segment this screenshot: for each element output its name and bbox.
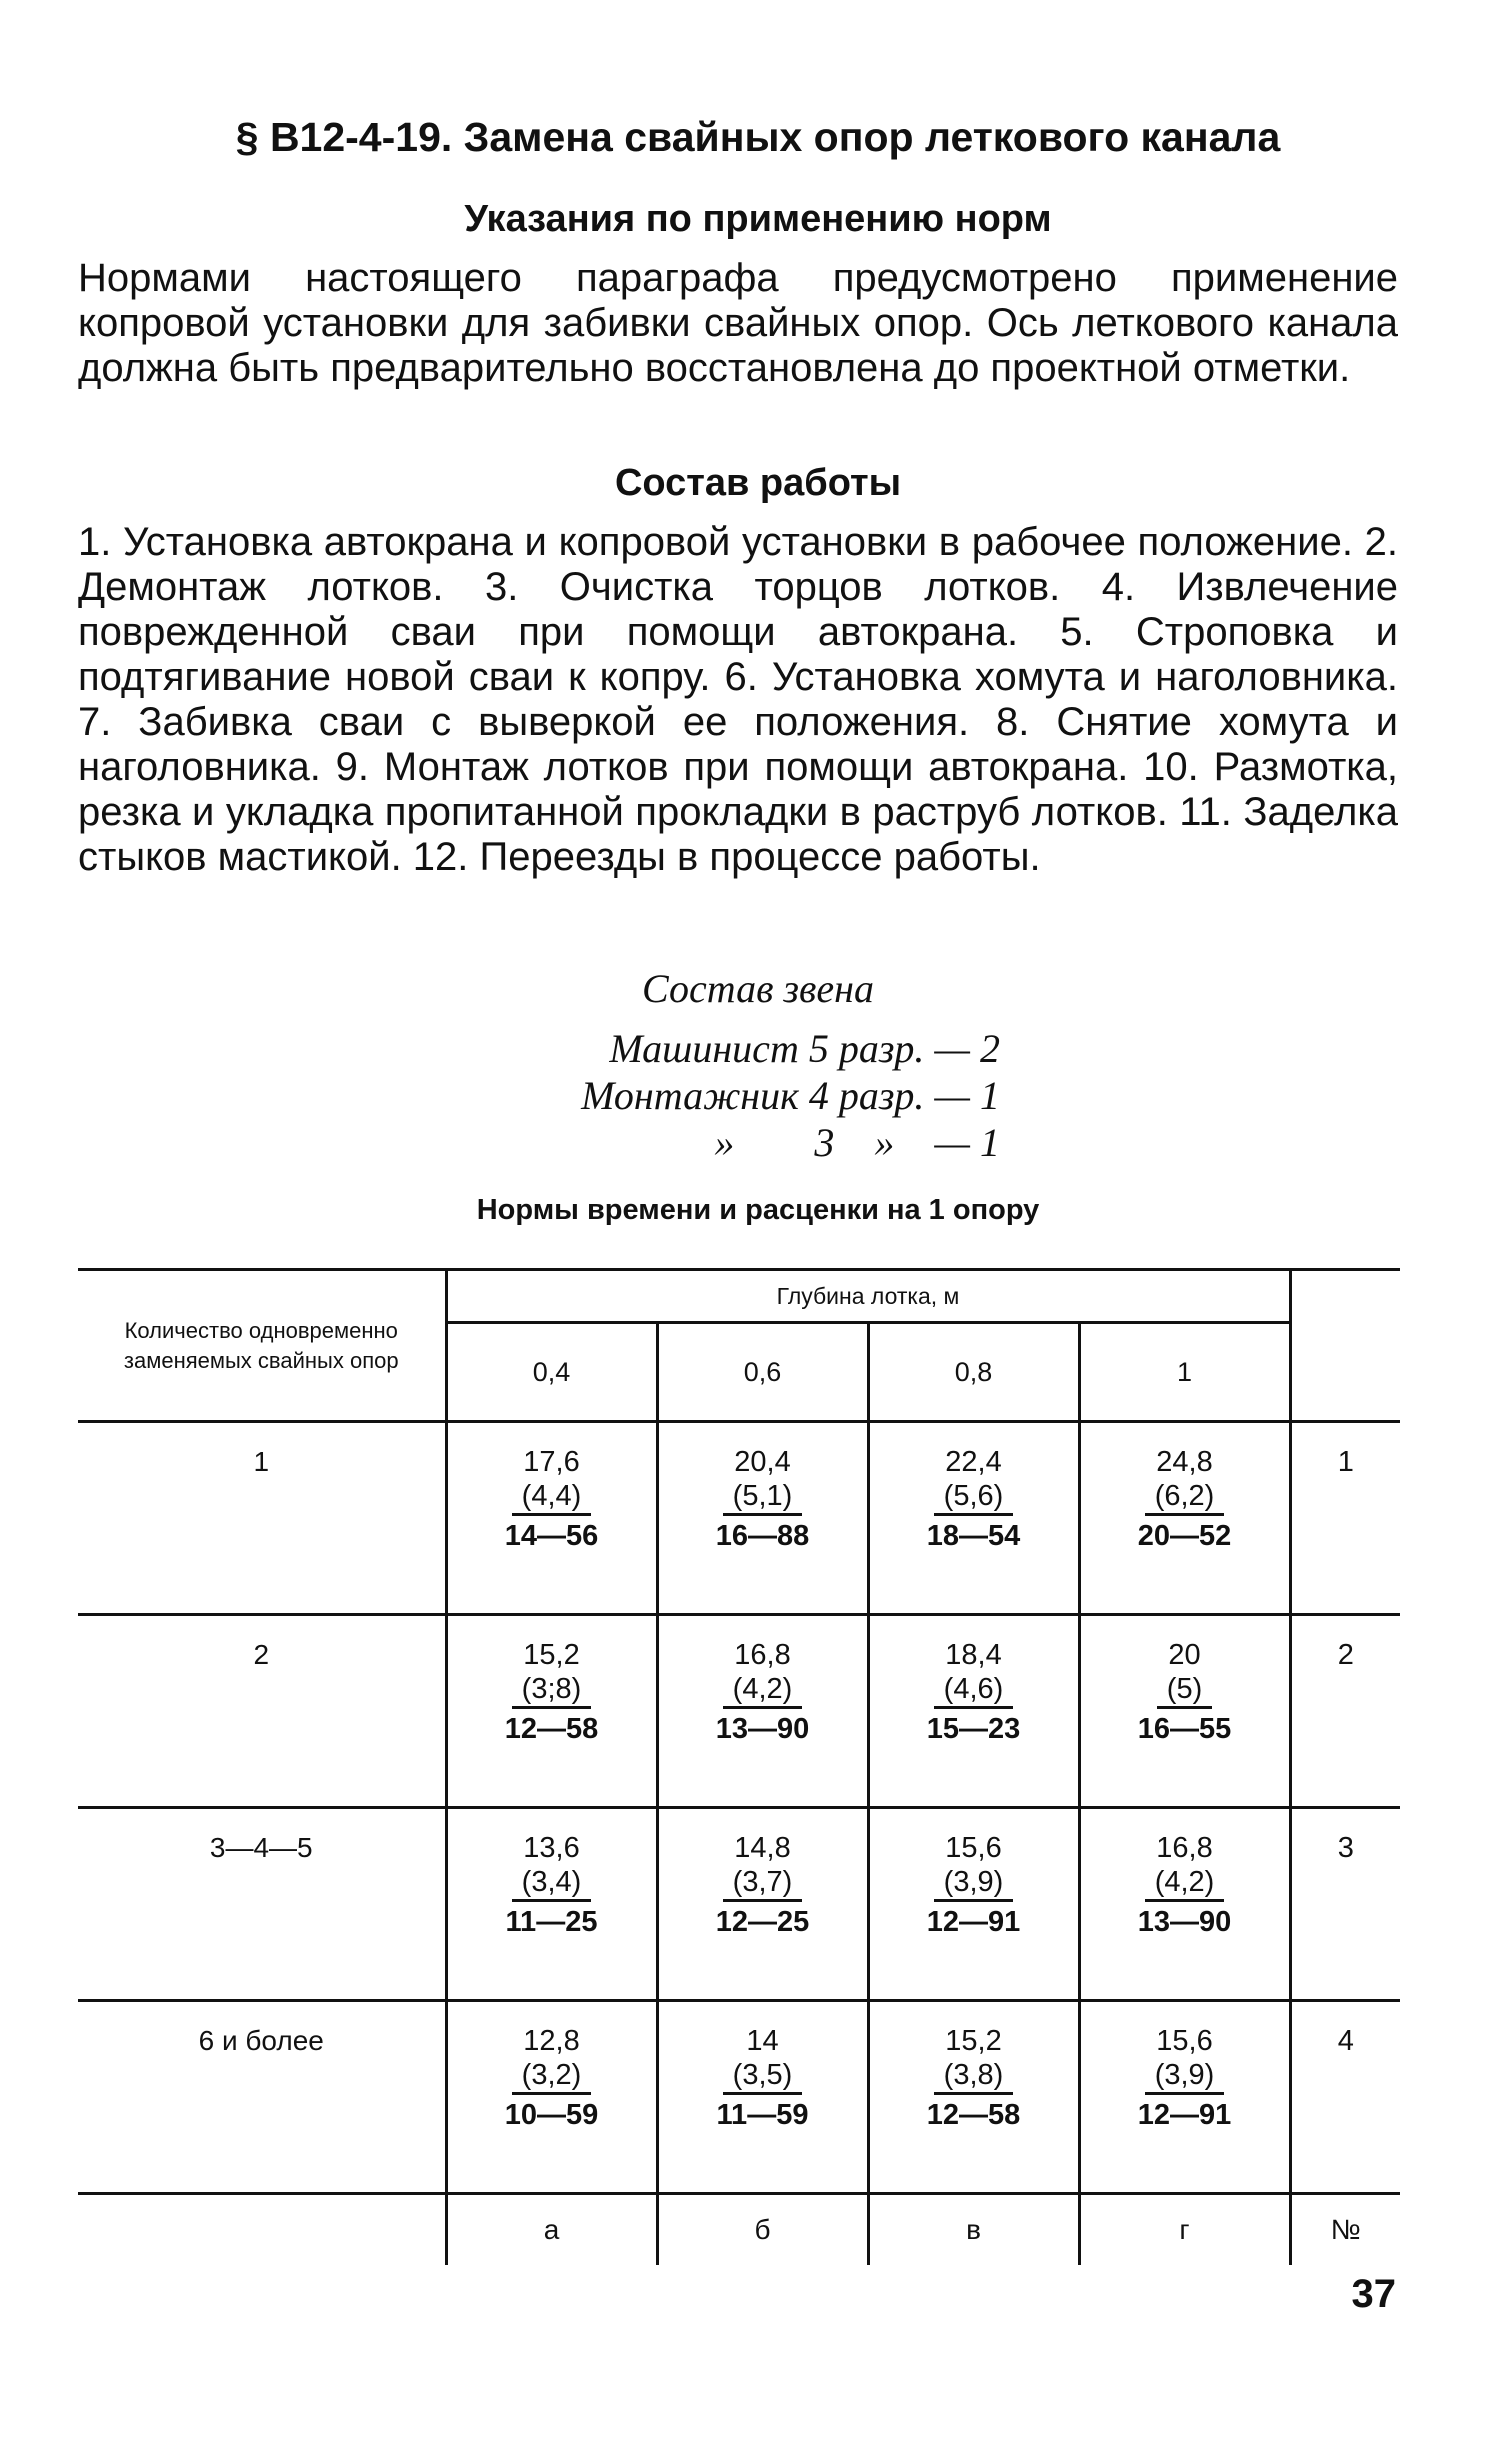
time-norm: 20 [1168, 1639, 1201, 1671]
machine-time: (5) [1157, 1672, 1212, 1709]
machine-time: (3,2) [512, 2058, 592, 2095]
application-heading: Указания по применению норм [464, 198, 1052, 240]
machine-time: (3,7) [723, 1865, 803, 1902]
time-norm: 15,6 [1156, 2025, 1213, 2057]
column-letter: г [1079, 2194, 1290, 2266]
footer-empty [78, 2194, 446, 2266]
norm-cell [446, 1615, 657, 1808]
time-norm: 14,8 [734, 1832, 791, 1864]
crew-list [480, 1025, 1000, 1166]
norm-cell [868, 1422, 1079, 1615]
number-label: № [1330, 2214, 1361, 2245]
quantity-header: Количество одновременно заменяемых свайных опор [78, 1270, 446, 1422]
table-row [78, 1615, 1400, 1808]
norm-cell [446, 1422, 657, 1615]
norm-cell [657, 1808, 868, 2001]
crew-line: » 3 » — 1 [714, 1120, 1000, 1165]
table-row [78, 2001, 1400, 2194]
machine-time: (5,1) [723, 1479, 803, 1516]
time-norm: 14 [746, 2025, 779, 2057]
time-norm: 15,2 [945, 2025, 1002, 2057]
column-letter: б [657, 2194, 868, 2266]
time-norm: 15,2 [523, 1639, 580, 1671]
price: 13—90 [715, 1713, 810, 1745]
column-letter: в [868, 2194, 1079, 2266]
row-label: 3—4—5 [209, 1832, 313, 1863]
crew-line: Машинист 5 разр. — 2 [609, 1026, 1000, 1071]
norm-cell [446, 1808, 657, 2001]
norm-cell [1079, 1615, 1290, 1808]
price: 12—58 [504, 1713, 599, 1745]
time-norm: 24,8 [1156, 1446, 1213, 1478]
price: 12—91 [926, 1906, 1021, 1938]
price: 11—25 [505, 1906, 598, 1938]
column-letter: а [446, 2194, 657, 2266]
depth-value: 0,8 [868, 1323, 1079, 1422]
number-header [1290, 1270, 1400, 1422]
crew-heading: Состав звена [641, 966, 874, 1011]
row-label: 1 [253, 1446, 270, 1477]
row-number: 2 [1337, 1639, 1354, 1671]
norm-cell [868, 1615, 1079, 1808]
time-norm: 15,6 [945, 1832, 1002, 1864]
machine-time: (3;8) [512, 1672, 592, 1709]
norm-cell [1079, 1808, 1290, 2001]
page-number: 37 [1351, 2272, 1396, 2316]
depth-value: 0,6 [657, 1323, 868, 1422]
table-title: Нормы времени и расценки на 1 опору [476, 1194, 1040, 1226]
machine-time: (3,5) [723, 2058, 803, 2095]
price: 12—58 [926, 2099, 1021, 2131]
machine-time: (3,4) [512, 1865, 592, 1902]
price: 16—55 [1137, 1713, 1232, 1745]
machine-time: (3,9) [934, 1865, 1014, 1902]
time-norm: 13,6 [523, 1832, 580, 1864]
norms-table [78, 1268, 1400, 2265]
norm-cell [657, 1422, 868, 1615]
machine-time: (4,6) [934, 1672, 1014, 1709]
machine-time: (5,6) [934, 1479, 1014, 1516]
row-label: 6 и более [198, 2025, 324, 2056]
price: 10—59 [504, 2099, 599, 2131]
section-title: § В12-4-19. Замена свайных опор леткового канала [235, 114, 1281, 160]
norm-cell [657, 1615, 868, 1808]
price: 11—59 [716, 2099, 809, 2131]
price: 15—23 [926, 1713, 1021, 1745]
table-row [78, 1422, 1400, 1615]
machine-time: (4,2) [1145, 1865, 1225, 1902]
work-composition-heading: Состав работы [614, 462, 902, 504]
price: 12—91 [1137, 2099, 1232, 2131]
row-number: 3 [1337, 1832, 1354, 1864]
machine-time: (3,8) [934, 2058, 1014, 2095]
time-norm: 17,6 [523, 1446, 580, 1478]
machine-time: (4,2) [723, 1672, 803, 1709]
price: 18—54 [926, 1520, 1021, 1552]
norm-cell [1079, 2001, 1290, 2194]
price: 13—90 [1137, 1906, 1232, 1938]
depth-value: 0,4 [446, 1323, 657, 1422]
row-label: 2 [253, 1639, 270, 1670]
table-footer-row [78, 2194, 1400, 2266]
machine-time: (3,9) [1145, 2058, 1225, 2095]
row-number: 4 [1337, 2025, 1354, 2057]
time-norm: 16,8 [1156, 1832, 1213, 1864]
work-composition-text: 1. Установка автокрана и копровой установки в рабочее положение. 2. Демонтаж лотков. 3. Очистка торцов лотков. 4. Извлечение поврежденной сваи при помощи автокрана. 5. Строповка и подтягивание новой сваи к копру. 6. Установка хомута и наголовника. 7. Забивка сваи с выверкой ее положения. 8. Снятие хомута и наголовника. 9. Монтаж лотков при помощи автокрана. 10. Размотка, резка и укладка пропитанной прокладки в раструб лотков. 11. Заделка стыков мастикой. 12. Переезды в процессе работы. [78, 520, 1398, 879]
machine-time: (4,4) [512, 1479, 592, 1516]
norm-cell [868, 1808, 1079, 2001]
time-norm: 20,4 [734, 1446, 791, 1478]
crew-line: Монтажник 4 разр. — 1 [581, 1073, 1000, 1118]
row-number: 1 [1337, 1446, 1354, 1478]
table-row [78, 1808, 1400, 2001]
application-text: Нормами настоящего параграфа предусмотрено применение копровой установки для забивки свайных опор. Ось леткового канала должна быть предварительно восстановлена до проектной отметки. [78, 256, 1398, 390]
norm-cell [868, 2001, 1079, 2194]
time-norm: 12,8 [523, 2025, 580, 2057]
price: 16—88 [715, 1520, 810, 1552]
price: 20—52 [1137, 1520, 1232, 1552]
norm-cell [657, 2001, 868, 2194]
norm-cell [1079, 1422, 1290, 1615]
time-norm: 22,4 [945, 1446, 1002, 1478]
depth-header: Глубина лотка, м [446, 1270, 1290, 1323]
price: 12—25 [715, 1906, 810, 1938]
time-norm: 18,4 [945, 1639, 1002, 1671]
norm-cell [446, 2001, 657, 2194]
machine-time: (6,2) [1145, 1479, 1225, 1516]
depth-value: 1 [1079, 1323, 1290, 1422]
time-norm: 16,8 [734, 1639, 791, 1671]
price: 14—56 [504, 1520, 599, 1552]
